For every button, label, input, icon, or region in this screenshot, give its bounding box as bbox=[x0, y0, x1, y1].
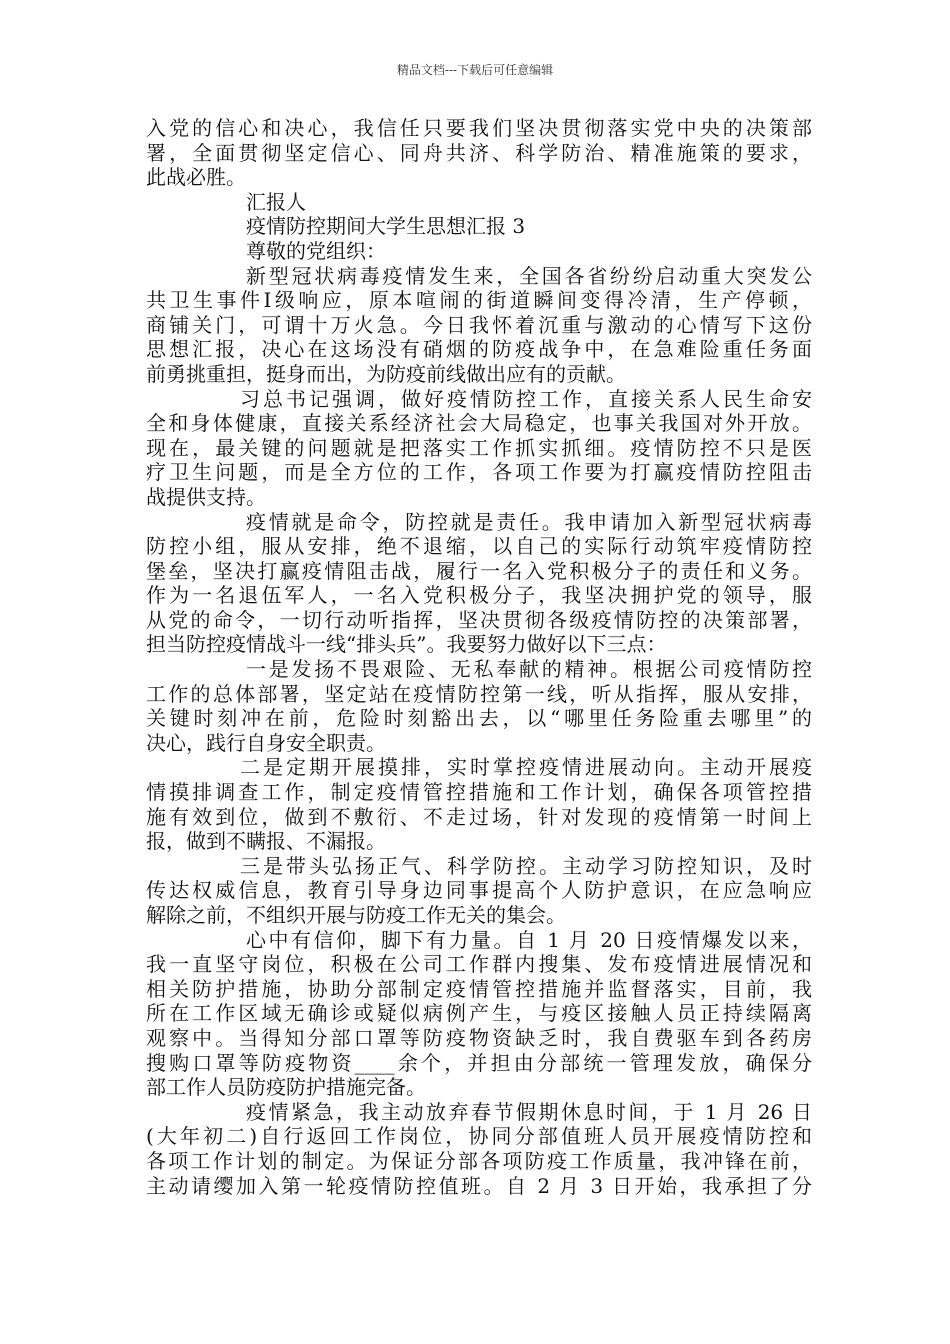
text-line: 战提供支持。 bbox=[146, 484, 266, 509]
text-line: 全和身体健康，直接关系经济社会大局稳定，也事关我国对外开放。 bbox=[146, 411, 812, 436]
text-line: 作为一名退伍军人，一名入党积极分子，我坚决拥护党的领导，服 bbox=[146, 583, 812, 608]
page-header: 精品文档---下载后可任意编辑 bbox=[396, 63, 554, 77]
text-line: 担当防控疫情战斗一线“排头兵”。我要努力做好以下三点： bbox=[146, 632, 667, 657]
text-line: 传达权威信息，教育引导身边同事提高个人防护意识，在应急响应 bbox=[146, 878, 812, 903]
text-line: 情摸排调查工作，制定疫情管控措施和工作计划，确保各项管控措 bbox=[146, 780, 812, 805]
text-line: 各项工作计划的制定。为保证分部各项防疫工作质量，我冲锋在前， bbox=[146, 1148, 812, 1173]
text-line: 堡垒，坚决打赢疫情阻击战，履行一名入党积极分子的责任和义务。 bbox=[146, 558, 812, 583]
text-line: 解除之前，不组织开展与防疫工作无关的集会。 bbox=[146, 903, 566, 927]
text-line: 疫情紧急，我主动放弃春节假期休息时间，于 1 月 26 日 bbox=[246, 1099, 812, 1124]
text-line: 尊敬的党组织： bbox=[246, 238, 386, 263]
text-line: 此战必胜。 bbox=[146, 165, 246, 190]
text-line: 施有效到位，做到不敷衍、不走过场，针对发现的疫情第一时间上 bbox=[146, 804, 812, 829]
text-line: 入党的信心和决心，我信任只要我们坚决贯彻落实党中央的决策部 bbox=[146, 116, 812, 140]
text-line: 关键时刻冲在前，危险时刻豁出去，以“哪里任务险重去哪里”的 bbox=[146, 706, 812, 731]
text-line: 疫情就是命令，防控就是责任。我申请加入新型冠状病毒 bbox=[246, 509, 812, 534]
text-line: 现在，最关键的问题就是把落实工作抓实抓细。疫情防控不只是医 bbox=[146, 435, 812, 460]
text-line: 商铺关门，可谓十万火急。今日我怀着沉重与激动的心情写下这份 bbox=[146, 312, 812, 337]
text-line: 观察中。当得知分部口罩等防疫物资缺乏时，我自费驱车到各药房 bbox=[146, 1025, 812, 1050]
text-line: 三是带头弘扬正气、科学防控。主动学习防控知识，及时 bbox=[240, 853, 812, 878]
text-line: 主动请缨加入第一轮疫情防控值班。自 2 月 3 日开始，我承担了分 bbox=[146, 1173, 812, 1198]
text-line: 疫情防控期间大学生思想汇报 3 bbox=[246, 214, 526, 239]
text-line: 二是定期开展摸排，实时掌控疫情进展动向。主动开展疫 bbox=[240, 755, 812, 780]
text-line: 相关防护措施，协助分部制定疫情管控措施并监督落实，目前，我 bbox=[146, 976, 812, 1001]
text-line: (大年初二)自行返回工作岗位，协同分部值班人员开展疫情防控和 bbox=[146, 1124, 812, 1149]
text-line: 疗卫生问题，而是全方位的工作，各项工作要为打赢疫情防控阻击 bbox=[146, 460, 812, 485]
text-line: 部工作人员防疫防护措施完备。 bbox=[146, 1075, 426, 1100]
text-line: 一是发扬不畏艰险、无私奉献的精神。根据公司疫情防控 bbox=[246, 657, 812, 682]
text-line: 思想汇报，决心在这场没有硝烟的防疫战争中，在急难险重任务面 bbox=[146, 337, 812, 362]
text-line: 报，做到不瞒报、不漏报。 bbox=[146, 829, 386, 854]
document-body bbox=[146, 116, 812, 1198]
text-line: 决心，践行自身安全职责。 bbox=[146, 730, 386, 755]
text-line: 所在工作区域无确诊或疑似病例产生，与疫区接触人员正持续隔离 bbox=[146, 1001, 812, 1026]
text-line: 从党的命令，一切行动听指挥，坚决贯彻各级疫情防控的决策部署， bbox=[146, 607, 812, 632]
text-line: 汇报人 bbox=[246, 189, 306, 214]
text-line: 署，全面贯彻坚定信心、同舟共济、科学防治、精准施策的要求， bbox=[146, 140, 812, 165]
text-line: 共卫生事件Ⅰ级响应，原本喧闹的街道瞬间变得冷清，生产停顿， bbox=[146, 288, 812, 313]
text-line: 搜购口罩等防疫物资____余个，并担由分部统一管理发放，确保分 bbox=[146, 1050, 812, 1075]
text-line: 我一直坚守岗位，积极在公司工作群内搜集、发布疫情进展情况和 bbox=[146, 952, 812, 977]
text-line: 防控小组，服从安排，绝不退缩，以自己的实际行动筑牢疫情防控 bbox=[146, 534, 812, 559]
text-line: 习总书记强调，做好疫情防控工作，直接关系人民生命安 bbox=[240, 386, 812, 411]
text-line: 心中有信仰，脚下有力量。自 1 月 20 日疫情爆发以来， bbox=[246, 927, 812, 952]
text-line: 新型冠状病毒疫情发生来，全国各省纷纷启动重大突发公 bbox=[246, 263, 812, 288]
text-line: 工作的总体部署，坚定站在疫情防控第一线，听从指挥，服从安排， bbox=[146, 681, 812, 706]
text-line: 前勇挑重担，挺身而出，为防疫前线做出应有的贡献。 bbox=[146, 361, 626, 386]
